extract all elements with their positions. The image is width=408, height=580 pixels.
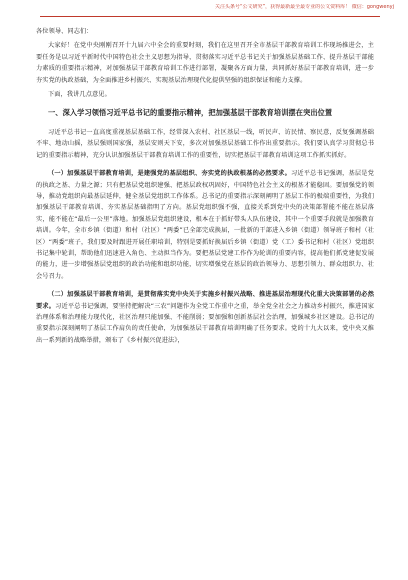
subsection-2-heading: （二）加强基层干部教育培训，是贯彻落实党中央关于实施乡村振兴战略、推进基层治理现代化重大决策部署的必然要求。 [36,291,374,310]
header-divider [40,16,380,17]
header-banner: 关注头条号“公文研究”，获得最新最全最专业的公文资料库！ 微信：gongwenyj [214,4,394,10]
subsection-1-text: 习近平总书记强调，基层是党的执政之基、力量之源；只有把基层党组织建强、把基层政权巩固好，中国特色社会主义的根基才能稳固。要加强党的领导，推动党组织向最基层延伸，健全基层党组织工作体系。总书记的重要指示深刻阐明了基层工作的极端重要性，为我们加强基层干部教育培训、夯实基层基础指明了方向。基层党组织强不强，直接关系到党中央的决策部署能不能在基层落实，能不能在“最后一公里”落地。加强基层党组织建设，根本在于抓好带头人队伍建设，其中一个重要手段就是加强教育培训。今年，全市乡镇（街道）和村（社区）“两委”已全部完成换届，一批新的干部进入乡镇（街道）领导班子和村（社区）“两委”班子，我们要及时跟进开展任职培训，特别是要抓好换届后乡镇（街道）党（工）委书记和村（社区）党组织书记集中轮训，帮助他们迅速进入角色、主动担当作为。要把基层党建工作作为轮训的重要内容，提高他们抓党建促发展的能力，进一步增强基层党组织的政治功能和组织功能，切实增强党在基层的政治领导力、思想引领力、群众组织力、社会号召力。 [36,170,374,280]
salutation: 各位领导、同志们： [36,28,93,35]
transition-paragraph: 下面，我讲几点意见。 [48,91,111,99]
section-1-heading: 一、深入学习领悟习近平总书记的重要指示精神，把加强基层干部教育培训摆在突出位置 [48,108,333,118]
intro-paragraph: 大家好！在党中央刚刚召开十九届六中全会的重要时刻，我们在这里召开全市基层干部教育培训工作现场推进会，主要任务是以习近平新时代中国特色社会主义思想为指导，贯彻落实习近平总书记关于加强基层基础工作、提升基层干部能力素质的重要指示精神，对加强基层干部教育培训工作进行部署，凝聚各方面力量，共同抓好基层干部教育培训，进一步夯实党的执政基础，为全面推进乡村振兴、实现基层治理现代化提供坚强的组织保证和能力支撑。 [36,42,374,84]
subsection-2-paragraph [36,289,374,346]
subsection-1-paragraph [36,168,374,282]
subsection-1-heading: （一）加强基层干部教育培训，是建强党的基层组织、夯实党的执政根基的必然要求。 [48,170,291,178]
section-1-paragraph: 习近平总书记一直高度重视基层基础工作，经常深入农村、社区基层一线，听民声、访民情、察民意，反复强调基础不牢、地动山摇，基层强则国家强，基层安则天下安，多次对加强基层基础工作作出重要指示。我们要认真学习贯彻总书记的重要指示精神，充分认识加强基层干部教育培训工作的重要性，切实把基层干部教育培训这项工作抓实抓好。 [36,128,374,159]
subsection-2-text: 习近平总书记强调，要坚持把解决“三农”问题作为全党工作重中之重，举全党全社会之力推动乡村振兴，推进国家治理体系和治理能力现代化，社区治理只能加强、不能削弱；要加强和创新基层社会治理，加强城乡社区建设。总书记的重要指示深刻阐明了基层工作肩负的责任使命，为加强基层干部教育培训明确了任务要求。党的十九大以来，党中央又推出一系列新的战略举措，颁布了《乡村振兴促进法》， [36,302,374,344]
document-body [36,26,374,346]
